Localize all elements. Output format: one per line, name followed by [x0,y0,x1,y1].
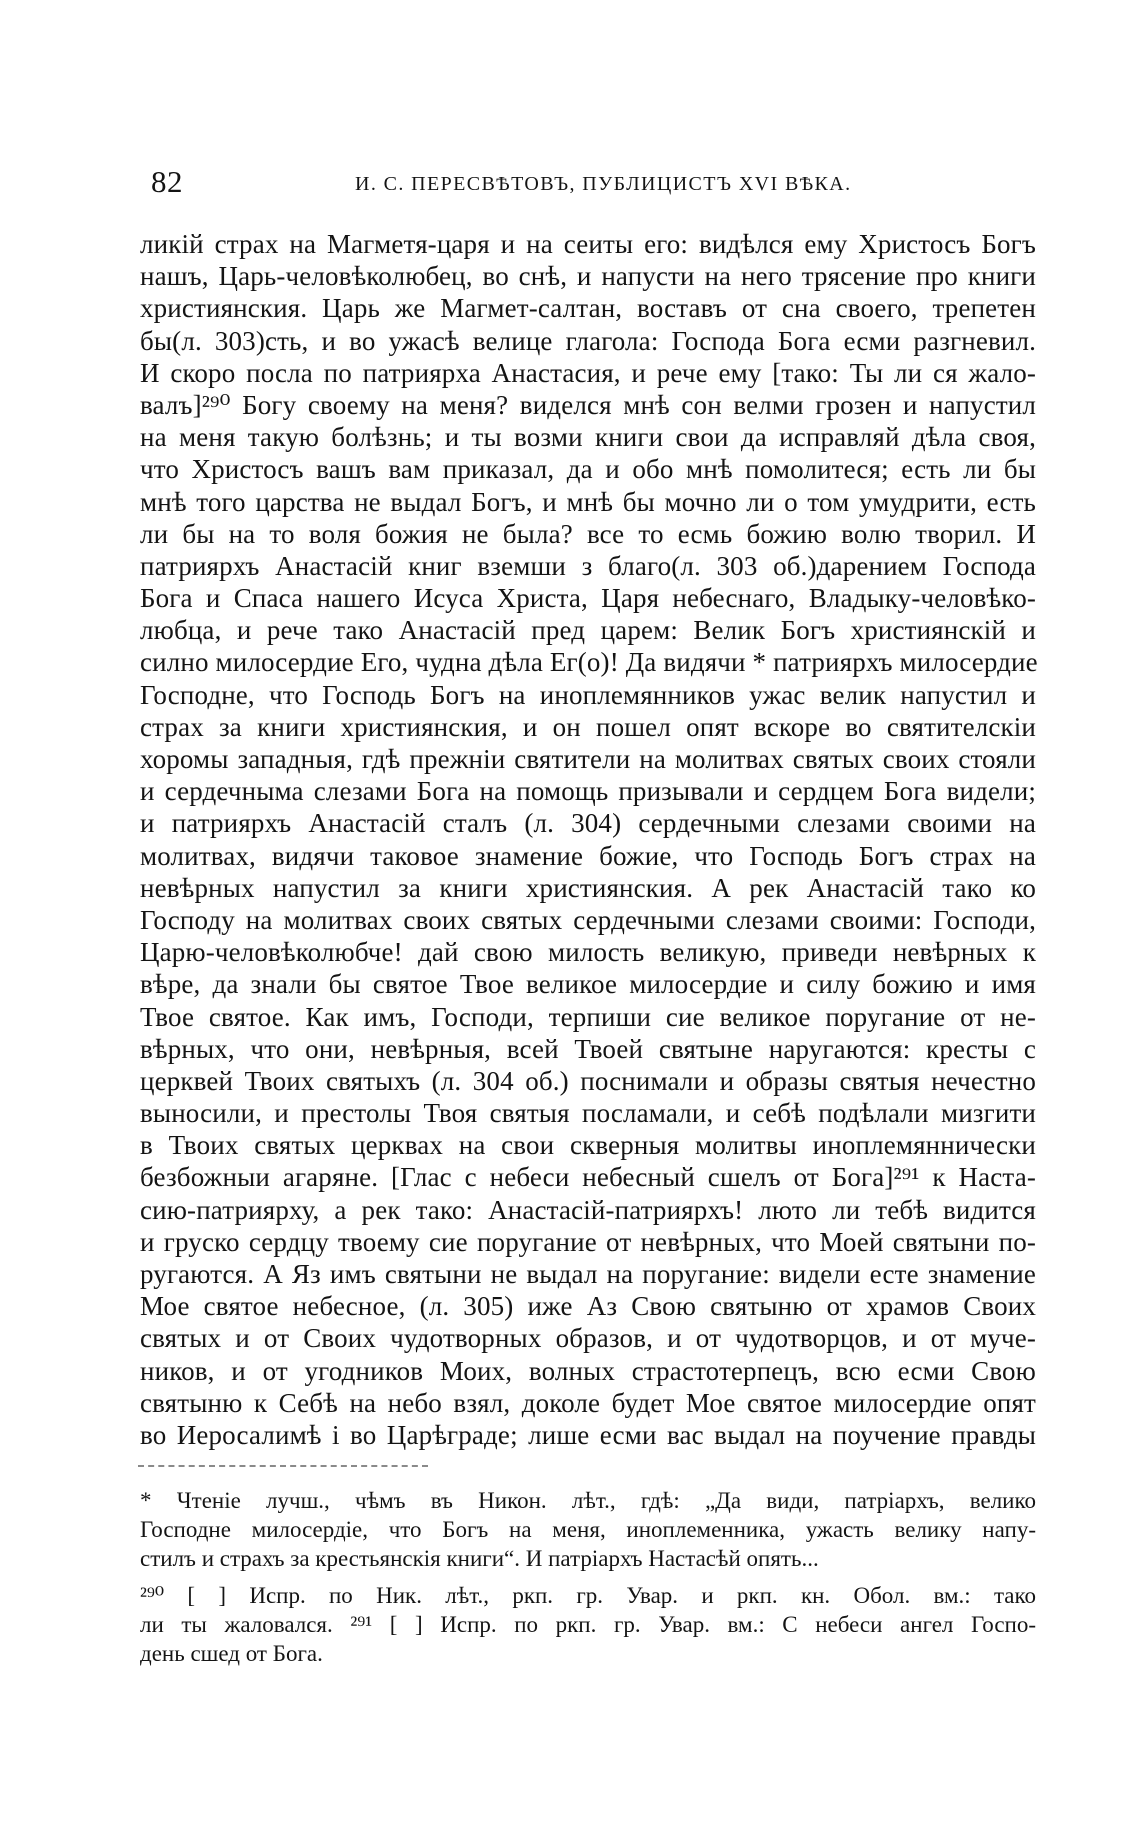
text-line: хоромы западныя, гдѣ прежніи святители на молитвах святых своих стояли [140,744,1036,774]
text-line: любца, и рече тако Анастасій пред царем: Велик Богъ християнскій и [140,615,1036,646]
footnotes [140,1486,1036,1668]
text-line: святыню к Себѣ на небо взял, доколе будет Мое святое милосердие опят [140,1387,1036,1418]
page-number: 82 [151,164,183,199]
text-line: Царю-человѣколюбче! дай свою милость великую, приведи невѣрных к [140,937,1036,968]
text-line: мнѣ того царства не выдал Богъ, и мнѣ бы мочно ли о том умудрити, есть [140,486,1036,517]
text-line: ругаются. А Яз имъ святыни не выдал на поругание: видели есте знамение [140,1259,1036,1289]
text-line: Господне, что Господь Богъ на иноплемянников ужас велик напустил и [140,679,1036,710]
text-line: на меня такую болѣзнь; и ты возми книги свои да исправляй дѣла своя, [140,422,1036,453]
text-line: валъ]²⁹⁰ Богу своему на меня? виделся мнѣ сон велми грозен и напустил [140,389,1036,420]
text-line: бы(л. 303)сть, и во ужасѣ велице глагола: Господа Бога есми разгневил. [140,325,1036,356]
footnote-line: стилъ и страхъ за крестьянскія книги“. И патріархъ Настасѣй опять... [140,1546,819,1571]
text-line: страх за книги християнския, и он пошел опят вскоре во святителскіи [140,711,1036,742]
running-head: И. С. ПЕРЕСВѢТОВЪ, ПУБЛИЦИСТЪ XVI ВѢКА. [355,173,852,195]
text-line: святых и от Своих чудотворных образов, и от чудотворцов, и от муче- [140,1323,1036,1354]
text-line: во Иеросалимѣ і во Царѣграде; лише есми вас выдал на поучение правды [140,1419,1036,1450]
text-line: ликій страх на Магметя-царя и на сеиты его: видѣлся ему Христосъ Богъ [140,229,1036,259]
text-line: безбожныи агаряне. [Глас с небеси небесный сшелъ от Бога]²⁹¹ к Наста- [140,1162,1036,1193]
footnote-line: день сшед от Бога. [140,1641,323,1666]
text-line: церквей Твоих святыхъ (л. 304 об.) поснимали и образы святыя нечестно [140,1065,1036,1096]
footnote-line: ²⁹⁰ [ ] Испр. по Ник. лѣт., ркп. гр. Увар. и ркп. кн. Обол. вм.: тако [140,1583,1036,1608]
text-line: Мое святое небесное, (л. 305) иже Аз Свою святыню от храмов Своих [140,1291,1036,1322]
text-line: силно милосердие Его, чудна дѣла Ег(о)! Да видячи * патриярхъ милосердие [140,647,1038,678]
text-line: молитвах, видячи таковое знамение божие, что Господь Богъ страх на [140,840,1036,871]
text-line: И скоро посла по патриярха Анастасия, и рече ему [тако: Ты ли ся жало- [140,357,1036,388]
main-text [140,228,1036,1451]
text-line: вѣрных, что они, невѣрныя, всей Твоей святыне наругаются: кресты с [140,1033,1036,1064]
text-line: Господу на молитвах своих святых сердечными слезами своими: Господи, [140,904,1036,935]
text-line: что Христосъ вашъ вам приказал, да и обо мнѣ помолитеся; есть ли бы [140,454,1036,485]
text-line: невѣрных напустил за книги християнския. А рек Анастасій тако ко [140,872,1036,903]
text-line: в Твоих святых церквах на свои скверныя молитвы иноплемяннически [140,1130,1036,1161]
footnote-separator [138,1465,428,1467]
text-line: и патриярхъ Анастасій сталъ (л. 304) сердечными слезами своими на [140,808,1036,839]
text-line: Бога и Спаса нашего Исуса Христа, Царя небеснаго, Владыку-человѣко- [140,583,1036,614]
footnote-line: ли ты жаловался. ²⁹¹ [ ] Испр. по ркп. гр. Увар. вм.: С небеси ангел Госпо- [140,1612,1036,1637]
text-line: християнския. Царь же Магмет-салтан, воставъ от сна своего, трепетен [140,293,1036,324]
text-line: и сердечныма слезами Бога на помощь призывали и сердцем Бога видели; [140,776,1036,807]
text-line: выносили, и престолы Твоя святыя посламали, и себѣ подѣлали мизгити [140,1098,1036,1129]
text-line: ников, и от угодников Моих, волных страстотерпецъ, всю есми Свою [140,1355,1036,1386]
text-line: ли бы на то воля божия не была? все то есмь божию волю творил. И [140,518,1036,549]
footnote-line: * Чтеніе лучш., чѣмъ въ Никон. лѣт., гдѣ: „Да види, патріархъ, велико [140,1488,1036,1513]
text-line: вѣре, да знали бы святое Твое великое милосердие и силу божию и имя [140,969,1036,1000]
footnote-line: Господне милосердіе, что Богъ на меня, иноплеменника, ужасть велику напу- [140,1517,1036,1542]
text-line: сию-патриярху, а рек тако: Анастасій-патриярхъ! люто ли тебѣ видится [140,1194,1036,1225]
text-line: Твое святое. Как имъ, Господи, терпиши сие великое поругание от не- [140,1001,1036,1032]
text-line: и груско сердцу твоему сие поругание от невѣрных, что Моей святыни по- [140,1226,1036,1257]
text-line: патриярхъ Анастасій книг вземши з благо(л. 303 об.)дарением Господа [140,550,1036,581]
text-line: нашъ, Царь-человѣколюбец, во снѣ, и напусти на него трясение про книги [140,261,1036,292]
footnote-gap [140,1573,1036,1581]
